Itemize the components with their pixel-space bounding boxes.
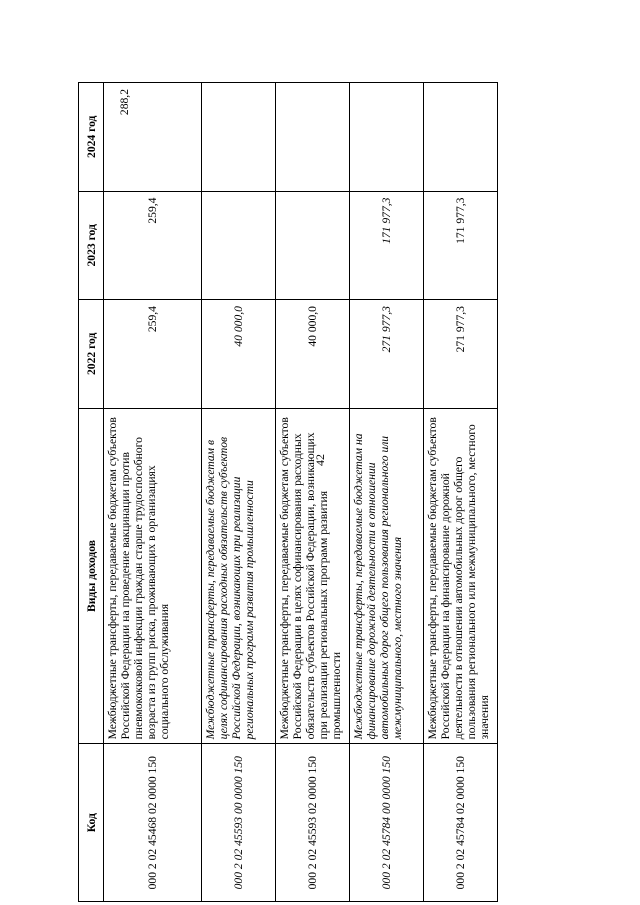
table-row — [424, 83, 498, 902]
cell-description: Межбюджетные трансферты, передаваемые бюджетам субъектов Российской Федерации на проведение вакцинации против пневмококковой инфекции граждан старше трудоспособного возраста из групп риска, проживающих в организациях социального обслуживания — [104, 408, 202, 744]
revenue-table — [78, 82, 498, 902]
cell-2023: 171 977,3 — [350, 191, 424, 300]
table-row — [104, 83, 202, 902]
table-row — [350, 83, 424, 902]
cell-2024 — [350, 83, 424, 192]
cell-description: Межбюджетные трансферты, передаваемые бюджетам в целях софинансирования расходных обязательств субъектов Российской Федерации, возникающих при реализации региональных программ развития промышленности — [202, 408, 276, 744]
page-number: 42 — [313, 454, 327, 466]
cell-2023 — [202, 191, 276, 300]
cell-2024 — [202, 83, 276, 192]
header-2023: 2023 год — [79, 191, 104, 300]
cell-2022: 40 000,0 — [202, 300, 276, 409]
cell-2022: 259,4 — [104, 300, 202, 409]
cell-code: 000 2 02 45468 02 0000 150 — [104, 744, 202, 902]
cell-2023: 259,4 — [104, 191, 202, 300]
cell-description: Межбюджетные трансферты, передаваемые бюджетам субъектов Российской Федерации в целях софинансирования расходных обязательств субъектов Российской Федерации, возникающих при реализации региональных программ развития промышленности — [276, 408, 350, 744]
header-2022: 2022 год — [79, 300, 104, 409]
header-2024: 2024 год — [79, 83, 104, 192]
cell-description: Межбюджетные трансферты, передаваемые бюджетам на финансирование дорожной деятельности в отношении автомобильных дорог общего пользования регионального или межмуниципального, местного значения — [350, 408, 424, 744]
cell-2022: 271 977,3 — [350, 300, 424, 409]
table-row — [276, 83, 350, 902]
cell-code: 000 2 02 45593 00 0000 150 — [202, 744, 276, 902]
cell-2022: 271 977,3 — [424, 300, 498, 409]
cell-code: 000 2 02 45784 00 0000 150 — [350, 744, 424, 902]
cell-2024 — [276, 83, 350, 192]
cell-2022: 40 000,0 — [276, 300, 350, 409]
header-code: Код — [79, 744, 104, 902]
cell-description: Межбюджетные трансферты, передаваемые бюджетам субъектов Российской Федерации на финансирование дорожной деятельности в отношении автомобильных дорог общего пользования регионального или межмуниципального, местного значения — [424, 408, 498, 744]
cell-code: 000 2 02 45593 02 0000 150 — [276, 744, 350, 902]
cell-code: 000 2 02 45784 02 0000 150 — [424, 744, 498, 902]
cell-2024 — [424, 83, 498, 192]
cell-2024: 288,2 — [104, 83, 202, 192]
cell-2023 — [276, 191, 350, 300]
header-type: Виды доходов — [79, 408, 104, 744]
table-header-row — [79, 83, 104, 902]
table-row — [202, 83, 276, 902]
rotated-table-container — [78, 82, 498, 902]
cell-2023: 171 977,3 — [424, 191, 498, 300]
